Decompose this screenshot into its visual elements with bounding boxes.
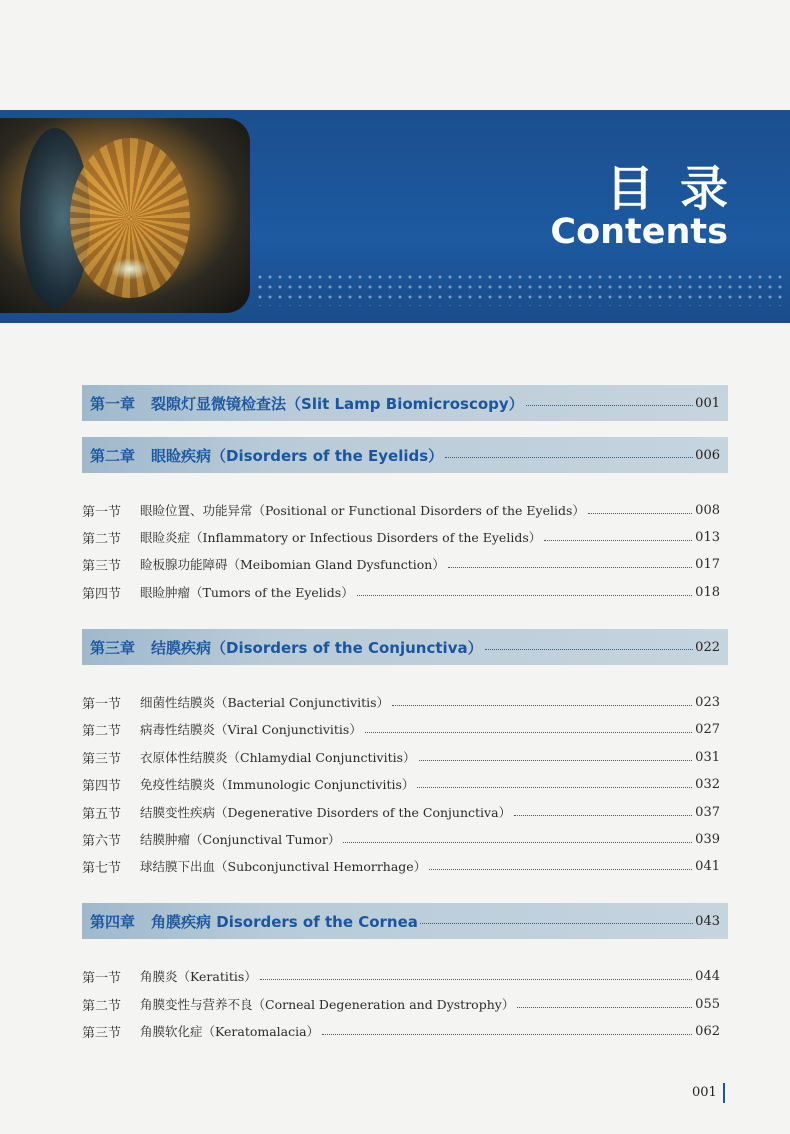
dot-leader [365,732,692,733]
section-title: 眼睑炎症（Inflammatory or Infectious Disorders of the Eyelids） [140,530,542,545]
section-title: 球结膜下出血（Subconjunctival Hemorrhage） [140,859,427,874]
dot-leader [357,595,692,596]
section-label: 第二节 [82,998,122,1014]
toc-section[interactable] [82,828,720,850]
chapter-label: 第四章 [90,912,136,931]
section-title: 病毒性结膜炎（Viral Conjunctivitis） [140,722,362,737]
toc-section[interactable] [82,1020,720,1042]
toc-chapter-4[interactable] [82,903,728,939]
toc-section[interactable] [82,691,720,713]
chapter-page: 001 [695,395,720,411]
page-number-bar [723,1083,725,1103]
dot-leader [448,567,692,568]
chapter-label: 第二章 [90,446,136,465]
dot-leader [526,404,694,406]
section-label: 第四节 [82,586,122,602]
section-title: 衣原体性结膜炎（Chlamydial Conjunctivitis） [140,750,416,765]
dot-leader [419,760,693,761]
section-page: 027 [695,721,720,737]
dot-pattern [255,272,785,306]
section-label: 第三节 [82,558,122,574]
section-label: 第一节 [82,970,122,986]
dot-leader [343,842,692,843]
section-page: 017 [695,556,720,572]
section-label: 第二节 [82,531,122,547]
page-title-en: Contents [550,212,728,252]
page-title-cn: 目录 [605,161,754,217]
section-title: 结膜变性疾病（Degenerative Disorders of the Conjunctiva） [140,805,512,820]
section-page: 041 [695,858,720,874]
section-page: 062 [695,1023,720,1039]
chapter-label: 第三章 [90,638,136,657]
section-label: 第二节 [82,723,122,739]
section-label: 第一节 [82,696,122,712]
dot-leader [445,456,693,458]
section-label: 第四节 [82,778,122,794]
toc-section[interactable] [82,801,720,823]
toc-section[interactable] [82,855,720,877]
toc-chapter-2[interactable] [82,437,728,473]
section-page: 018 [695,584,720,600]
dot-leader [392,705,692,706]
section-title: 角膜变性与营养不良（Corneal Degeneration and Dystrophy） [140,997,515,1012]
section-page: 044 [695,968,720,984]
section-title: 免疫性结膜炎（Immunologic Conjunctivitis） [140,777,415,792]
toc-section[interactable] [82,581,720,603]
section-page: 008 [695,502,720,518]
section-title: 眼睑位置、功能异常（Positional or Functional Disorders of the Eyelids） [140,503,585,518]
toc-section[interactable] [82,746,720,768]
eye-photo [0,118,250,313]
section-page: 023 [695,694,720,710]
dot-leader [322,1034,692,1035]
dot-leader [544,540,692,541]
section-label: 第三节 [82,1025,122,1041]
section-title: 结膜肿瘤（Conjunctival Tumor） [140,832,341,847]
dot-leader [588,513,692,514]
section-label: 第六节 [82,833,122,849]
section-label: 第一节 [82,504,122,520]
page-number: 001 [692,1085,717,1100]
section-title: 角膜软化症（Keratomalacia） [140,1024,320,1039]
section-title: 细菌性结膜炎（Bacterial Conjunctivitis） [140,695,390,710]
toc-section[interactable] [82,718,720,740]
section-label: 第五节 [82,806,122,822]
toc-section[interactable] [82,499,720,521]
section-title: 角膜炎（Keratitis） [140,969,257,984]
section-page: 031 [695,749,720,765]
section-page: 037 [695,804,720,820]
dot-leader [517,1007,692,1008]
chapter-page: 043 [695,913,720,929]
dot-leader [420,922,693,924]
chapter-title: 结膜疾病（Disorders of the Conjunctiva） [151,638,483,657]
section-title: 睑板腺功能障碍（Meibomian Gland Dysfunction） [140,557,445,572]
toc-section[interactable] [82,965,720,987]
section-page: 032 [695,776,720,792]
section-label: 第七节 [82,860,122,876]
chapter-page: 006 [695,447,720,463]
chapter-title: 角膜疾病 Disorders of the Cornea [151,912,418,931]
toc-chapter-3[interactable] [82,629,728,665]
chapter-title: 眼睑疾病（Disorders of the Eyelids） [151,446,444,465]
toc-chapter-1[interactable] [82,385,728,421]
section-page: 055 [695,996,720,1012]
chapter-page: 022 [695,639,720,655]
section-title: 眼睑肿瘤（Tumors of the Eyelids） [140,585,354,600]
toc-section[interactable] [82,553,720,575]
section-page: 013 [695,529,720,545]
dot-leader [417,787,692,788]
dot-leader [485,648,694,650]
chapter-label: 第一章 [90,394,136,413]
toc-section[interactable] [82,526,720,548]
dot-leader [514,815,692,816]
section-label: 第三节 [82,751,122,767]
toc-section[interactable] [82,993,720,1015]
toc-section[interactable] [82,773,720,795]
dot-leader [429,869,692,870]
chapter-title: 裂隙灯显微镜检查法（Slit Lamp Biomicroscopy） [151,394,524,413]
section-page: 039 [695,831,720,847]
dot-leader [260,979,692,980]
